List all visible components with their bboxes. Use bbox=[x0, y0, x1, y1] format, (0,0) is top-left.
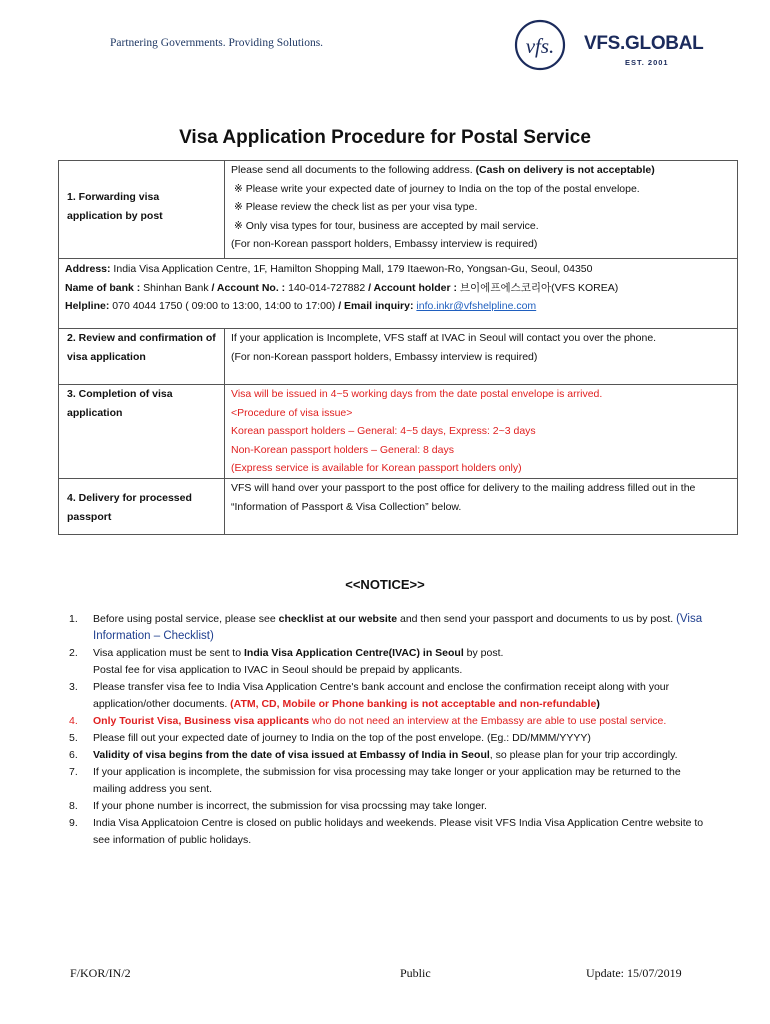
notice-text: Please transfer visa fee to India Visa Application Centre's bank account and enclose the confirmation receipt along with your application/other documents. bbox=[93, 681, 670, 710]
notice-text: Postal fee for visa application to IVAC in Seoul should be prepaid by applicants. bbox=[93, 664, 463, 676]
notice-item-9 bbox=[60, 815, 710, 849]
notice-text: Please fill out your expected date of journey to India on the top of the post envelope. (Eg.: DD/MMM/YYYY) bbox=[93, 732, 591, 744]
checklist-website-text: checklist at our website bbox=[278, 613, 398, 625]
account-label: / Account No. : bbox=[211, 281, 286, 294]
notice-num: 3. bbox=[69, 681, 78, 693]
account-value: 140-014-727882 bbox=[285, 281, 369, 294]
footer-classification: Public bbox=[400, 966, 431, 980]
logo-wordmark: VFS.GLOBAL bbox=[584, 33, 704, 54]
table-row-address bbox=[59, 259, 738, 329]
completion-line-2: <Procedure of visa issue> bbox=[231, 406, 353, 419]
review-line-1: If your application is Incomplete, VFS staff at IVAC in Seoul will contact you over the phone. bbox=[231, 332, 657, 344]
notice-list bbox=[60, 611, 710, 849]
notice-text: by post. bbox=[463, 647, 504, 659]
notice-item-1 bbox=[60, 611, 710, 645]
banking-warning-text: (ATM, CD, Mobile or Phone banking is not acceptable and non-refundable bbox=[230, 698, 597, 710]
footer-form-code: F/KOR/IN/2 bbox=[70, 966, 131, 980]
helpline-value: 070 4044 1750 ( 09:00 to 13:00, 14:00 to 17:00) bbox=[109, 300, 339, 313]
tourist-business-text: Only Tourist Visa, Business visa applicants bbox=[93, 715, 310, 727]
address-block bbox=[59, 259, 738, 329]
notice-item-5 bbox=[60, 730, 710, 747]
procedure-table bbox=[58, 160, 738, 535]
notice-num: 4. bbox=[69, 715, 78, 727]
table-row-review bbox=[59, 329, 738, 385]
logo-est: EST. 2001 bbox=[625, 58, 669, 67]
row-value-forwarding bbox=[225, 161, 738, 259]
ivac-seoul-text: India Visa Application Centre(IVAC) in Seoul bbox=[243, 647, 464, 659]
notice-item-4 bbox=[60, 713, 710, 730]
notice-num: 2. bbox=[69, 647, 78, 659]
forwarding-line-2: ※ Please write your expected date of journey to India on the top of the postal envelope. bbox=[234, 182, 640, 195]
notice-num: 7. bbox=[69, 766, 78, 778]
table-row-forwarding bbox=[59, 161, 738, 259]
notice-text: Visa application must be sent to bbox=[93, 647, 244, 659]
notice-num: 6. bbox=[69, 749, 78, 761]
row-value-delivery: VFS will hand over your passport to the post office for delivery to the mailing address filled out in the “Information of Passport & Visa Collection” below. bbox=[225, 479, 738, 535]
forwarding-line-4: ※ Only visa types for tour, business are accepted by mail service. bbox=[234, 219, 539, 232]
notice-text: ) bbox=[596, 698, 600, 710]
table-row-completion bbox=[59, 385, 738, 479]
completion-line-1: Visa will be issued in 4~5 working days from the date postal envelope is arrived. bbox=[231, 388, 603, 400]
bank-line bbox=[65, 279, 731, 298]
visa-checklist-link[interactable]: (Visa Information – Checklist) bbox=[93, 613, 703, 642]
row-label-review: 2. Review and confirmation of visa application bbox=[59, 329, 225, 385]
holder-value: 브이에프에스코리아(VFS KOREA) bbox=[456, 281, 619, 294]
address-label: Address: bbox=[65, 263, 111, 275]
notice-item-7 bbox=[60, 764, 710, 798]
notice-text: who do not need an interview at the Embassy are able to use postal service. bbox=[309, 715, 667, 727]
forwarding-line-1 bbox=[231, 161, 731, 180]
helpline-label: Helpline: bbox=[65, 300, 110, 313]
cash-on-delivery-note: (Cash on delivery is not acceptable) bbox=[475, 164, 655, 176]
holder-label: / Account holder : bbox=[368, 281, 457, 294]
address-line bbox=[65, 260, 731, 279]
footer-update-date: Update: 15/07/2019 bbox=[586, 966, 682, 980]
header-tagline: Partnering Governments. Providing Solutions. bbox=[110, 37, 324, 49]
table-row-delivery bbox=[59, 479, 738, 535]
notice-text: , so please plan for your trip accordingly. bbox=[489, 749, 678, 761]
notice-num: 1. bbox=[69, 613, 78, 625]
notice-text: If your application is incomplete, the submission for visa processing may take longer or your application may be returned to the mailing address you sent. bbox=[93, 766, 681, 795]
helpline-line bbox=[65, 297, 731, 316]
notice-text: and then send your passport and documents to us by post. bbox=[397, 613, 677, 625]
bank-value: Shinhan Bank bbox=[140, 281, 212, 294]
completion-line-5: (Express service is available for Korean passport holders only) bbox=[231, 462, 522, 475]
email-label: / Email inquiry: bbox=[338, 300, 414, 313]
logo-mark-text: vfs. bbox=[525, 34, 555, 58]
notice-item-6 bbox=[60, 747, 710, 764]
bank-label: Name of bank : bbox=[65, 281, 141, 294]
notice-text: Before using postal service, please see bbox=[93, 613, 279, 625]
completion-line-3: Korean passport holders – General: 4~5 days, Express: 2~3 days bbox=[231, 425, 536, 438]
forwarding-line-5: (For non-Korean passport holders, Embassy interview is required) bbox=[231, 238, 538, 251]
row-value-completion bbox=[225, 385, 738, 479]
notice-title: <<NOTICE>> bbox=[345, 577, 425, 592]
notice-num: 5. bbox=[69, 732, 78, 744]
address-value: India Visa Application Centre, 1F, Hamilton Shopping Mall, 179 Itaewon-Ro, Yongsan-Gu, Seoul, 04350 bbox=[110, 263, 593, 275]
visa-validity-text: Validity of visa begins from the date of visa issued at Embassy of India in Seoul bbox=[93, 749, 490, 761]
notice-item-8 bbox=[60, 798, 710, 815]
row-label-forwarding: 1. Forwarding visa application by post bbox=[59, 161, 225, 259]
notice-item-3 bbox=[60, 679, 710, 713]
row-value-review bbox=[225, 329, 738, 385]
notice-text: India Visa Applicatoion Centre is closed on public holidays and weekends. Please visit VFS India Visa Application Centre website to see information of public holidays. bbox=[93, 817, 704, 846]
forwarding-line-3: ※ Please review the check list as per your visa type. bbox=[234, 201, 478, 214]
notice-num: 9. bbox=[69, 817, 78, 829]
notice-item-2 bbox=[60, 645, 710, 679]
vfs-global-logo bbox=[512, 18, 722, 74]
row-label-delivery: 4. Delivery for processed passport bbox=[59, 479, 225, 535]
row-label-completion: 3. Completion of visa application bbox=[59, 385, 225, 479]
notice-text: If your phone number is incorrect, the submission for visa procssing may take longer. bbox=[93, 800, 487, 812]
review-line-2: (For non-Korean passport holders, Embassy interview is required) bbox=[231, 350, 538, 363]
forwarding-line-1-text: Please send all documents to the following address. bbox=[231, 164, 476, 176]
page-title: Visa Application Procedure for Postal Service bbox=[179, 127, 591, 148]
notice-num: 8. bbox=[69, 800, 78, 812]
email-link[interactable]: info.inkr@vfshelpline.com bbox=[416, 300, 537, 313]
vfs-logo-icon bbox=[512, 18, 574, 74]
completion-line-4: Non-Korean passport holders – General: 8 days bbox=[231, 443, 454, 456]
